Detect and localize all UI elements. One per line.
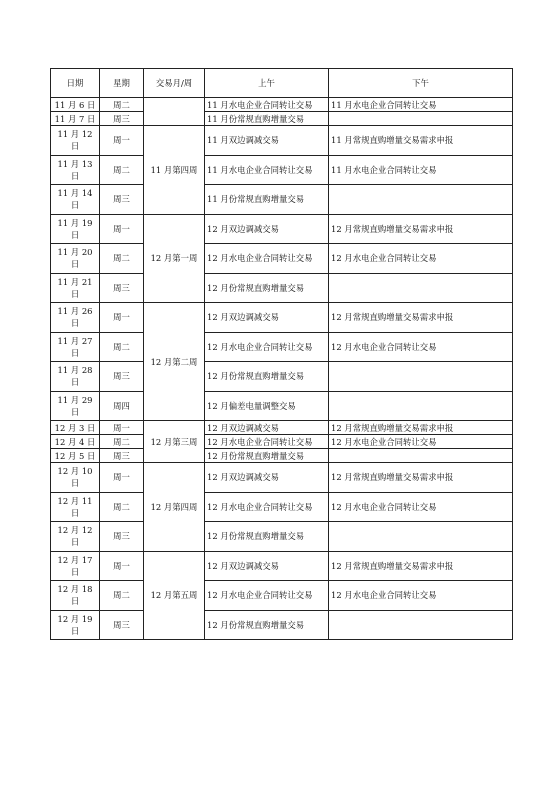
table-row [51, 581, 513, 611]
table-row [51, 214, 513, 244]
weekday-cell: 周三 [100, 522, 144, 552]
morning-cell: 12 月水电企业合同转让交易 [205, 332, 329, 362]
morning-cell: 12 月份常规直购增量交易 [205, 610, 329, 640]
afternoon-cell: 12 月水电企业合同转让交易 [329, 435, 513, 449]
trade-week-cell: 12 月第一周 [144, 214, 205, 303]
date-cell: 11 月 21 日 [51, 273, 100, 303]
afternoon-cell: 12 月水电企业合同转让交易 [329, 332, 513, 362]
date-cell: 11 月 29 日 [51, 391, 100, 421]
morning-cell: 12 月水电企业合同转让交易 [205, 581, 329, 611]
morning-cell: 12 月份常规直购增量交易 [205, 362, 329, 392]
morning-cell: 11 月水电企业合同转让交易 [205, 98, 329, 112]
date-cell: 11 月 12 日 [51, 126, 100, 156]
table-row [51, 112, 513, 126]
afternoon-cell [329, 449, 513, 463]
date-cell: 11 月 28 日 [51, 362, 100, 392]
weekday-cell: 周二 [100, 581, 144, 611]
table-row [51, 551, 513, 581]
morning-cell: 12 月水电企业合同转让交易 [205, 435, 329, 449]
table-row [51, 610, 513, 640]
afternoon-cell [329, 522, 513, 552]
date-cell: 12 月 4 日 [51, 435, 100, 449]
weekday-cell: 周三 [100, 449, 144, 463]
trade-week-cell: 12 月第二周 [144, 303, 205, 421]
table-row [51, 463, 513, 493]
weekday-cell: 周三 [100, 112, 144, 126]
header-trade-week: 交易月/周 [144, 69, 205, 98]
weekday-cell: 周一 [100, 551, 144, 581]
morning-cell: 12 月双边调减交易 [205, 214, 329, 244]
weekday-cell: 周一 [100, 126, 144, 156]
table-row [51, 492, 513, 522]
morning-cell: 12 月水电企业合同转让交易 [205, 244, 329, 274]
weekday-cell: 周三 [100, 362, 144, 392]
weekday-cell: 周一 [100, 303, 144, 333]
afternoon-cell: 11 月常规直购增量交易需求申报 [329, 126, 513, 156]
weekday-cell: 周三 [100, 610, 144, 640]
morning-cell: 11 月水电企业合同转让交易 [205, 155, 329, 185]
header-weekday: 星期 [100, 69, 144, 98]
afternoon-cell [329, 273, 513, 303]
table-row [51, 98, 513, 112]
table-row [51, 332, 513, 362]
weekday-cell: 周二 [100, 435, 144, 449]
trade-week-cell: 12 月第四周 [144, 463, 205, 552]
morning-cell: 12 月份常规直购增量交易 [205, 273, 329, 303]
morning-cell: 12 月偏差电量调整交易 [205, 391, 329, 421]
afternoon-cell [329, 610, 513, 640]
date-cell: 11 月 6 日 [51, 98, 100, 112]
weekday-cell: 周三 [100, 273, 144, 303]
morning-cell: 12 月份常规直购增量交易 [205, 449, 329, 463]
header-date: 日期 [51, 69, 100, 98]
morning-cell: 12 月双边调减交易 [205, 303, 329, 333]
table-row [51, 449, 513, 463]
date-cell: 12 月 12 日 [51, 522, 100, 552]
weekday-cell: 周一 [100, 463, 144, 493]
header-row [51, 69, 513, 98]
date-cell: 11 月 20 日 [51, 244, 100, 274]
table-row [51, 362, 513, 392]
table-row [51, 391, 513, 421]
table-row [51, 303, 513, 333]
date-cell: 11 月 19 日 [51, 214, 100, 244]
table-row [51, 185, 513, 215]
morning-cell: 11 月份常规直购增量交易 [205, 185, 329, 215]
trade-week-cell: 12 月第三周 [144, 421, 205, 463]
afternoon-cell: 12 月常规直购增量交易需求申报 [329, 303, 513, 333]
afternoon-cell: 12 月常规直购增量交易需求申报 [329, 214, 513, 244]
afternoon-cell [329, 185, 513, 215]
morning-cell: 12 月双边调减交易 [205, 463, 329, 493]
afternoon-cell: 12 月常规直购增量交易需求申报 [329, 421, 513, 435]
morning-cell: 11 月份常规直购增量交易 [205, 112, 329, 126]
date-cell: 11 月 7 日 [51, 112, 100, 126]
weekday-cell: 周二 [100, 155, 144, 185]
afternoon-cell: 11 月水电企业合同转让交易 [329, 155, 513, 185]
trade-week-cell: 11 月第四周 [144, 126, 205, 215]
date-cell: 11 月 27 日 [51, 332, 100, 362]
header-morning: 上午 [205, 69, 329, 98]
date-cell: 12 月 5 日 [51, 449, 100, 463]
date-cell: 11 月 13 日 [51, 155, 100, 185]
weekday-cell: 周二 [100, 492, 144, 522]
table-row [51, 155, 513, 185]
afternoon-cell [329, 362, 513, 392]
afternoon-cell: 11 月水电企业合同转让交易 [329, 98, 513, 112]
table-row [51, 273, 513, 303]
afternoon-cell [329, 112, 513, 126]
afternoon-cell [329, 391, 513, 421]
date-cell: 12 月 17 日 [51, 551, 100, 581]
afternoon-cell: 12 月水电企业合同转让交易 [329, 244, 513, 274]
weekday-cell: 周二 [100, 332, 144, 362]
morning-cell: 12 月份常规直购增量交易 [205, 522, 329, 552]
date-cell: 12 月 11 日 [51, 492, 100, 522]
table-row [51, 126, 513, 156]
trade-week-cell [144, 98, 205, 126]
date-cell: 11 月 26 日 [51, 303, 100, 333]
weekday-cell: 周一 [100, 421, 144, 435]
table-row [51, 435, 513, 449]
table-row [51, 421, 513, 435]
date-cell: 12 月 18 日 [51, 581, 100, 611]
date-cell: 12 月 19 日 [51, 610, 100, 640]
morning-cell: 12 月双边调减交易 [205, 551, 329, 581]
weekday-cell: 周一 [100, 214, 144, 244]
morning-cell: 12 月双边调减交易 [205, 421, 329, 435]
header-afternoon: 下午 [329, 69, 513, 98]
morning-cell: 11 月双边调减交易 [205, 126, 329, 156]
weekday-cell: 周二 [100, 244, 144, 274]
date-cell: 12 月 3 日 [51, 421, 100, 435]
afternoon-cell: 12 月水电企业合同转让交易 [329, 581, 513, 611]
trading-schedule-table [50, 68, 513, 640]
table-row [51, 522, 513, 552]
afternoon-cell: 12 月常规直购增量交易需求申报 [329, 463, 513, 493]
date-cell: 12 月 10 日 [51, 463, 100, 493]
afternoon-cell: 12 月水电企业合同转让交易 [329, 492, 513, 522]
weekday-cell: 周四 [100, 391, 144, 421]
weekday-cell: 周三 [100, 185, 144, 215]
afternoon-cell: 12 月常规直购增量交易需求申报 [329, 551, 513, 581]
morning-cell: 12 月水电企业合同转让交易 [205, 492, 329, 522]
trade-week-cell: 12 月第五周 [144, 551, 205, 640]
date-cell: 11 月 14 日 [51, 185, 100, 215]
table-row [51, 244, 513, 274]
weekday-cell: 周二 [100, 98, 144, 112]
